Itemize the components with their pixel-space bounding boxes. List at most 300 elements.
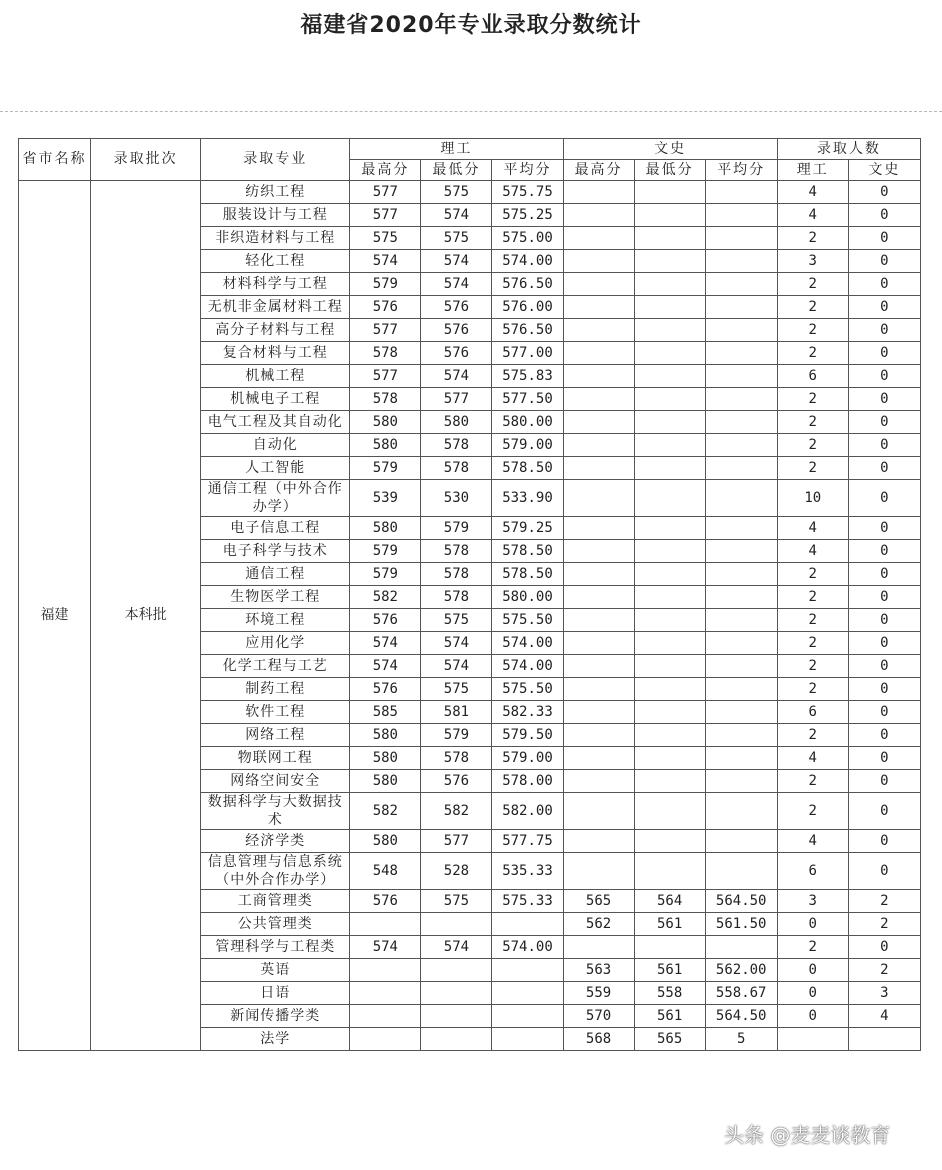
cell-s-avg: 574.00	[492, 632, 563, 655]
cell-a-max	[563, 204, 634, 227]
cell-n-sci: 0	[777, 982, 848, 1005]
cell-a-max: 559	[563, 982, 634, 1005]
cell-s-avg: 579.00	[492, 747, 563, 770]
dashed-divider	[0, 111, 942, 112]
cell-a-avg	[705, 655, 777, 678]
major-cell: 法学	[201, 1028, 350, 1051]
cell-n-arts: 0	[848, 181, 920, 204]
cell-s-avg: 575.33	[492, 890, 563, 913]
cell-n-sci: 2	[777, 655, 848, 678]
cell-s-min	[421, 1005, 492, 1028]
cell-n-arts: 0	[848, 853, 920, 890]
major-cell: 网络工程	[201, 724, 350, 747]
cell-s-avg: 579.00	[492, 434, 563, 457]
cell-a-max	[563, 678, 634, 701]
cell-s-min: 578	[421, 457, 492, 480]
cell-a-avg	[705, 586, 777, 609]
cell-n-arts: 0	[848, 632, 920, 655]
major-cell: 通信工程（中外合作办学）	[201, 480, 350, 517]
major-cell: 数据科学与大数据技术	[201, 793, 350, 830]
major-cell: 物联网工程	[201, 747, 350, 770]
cell-s-min: 576	[421, 296, 492, 319]
cell-s-min: 579	[421, 724, 492, 747]
cell-s-max	[350, 982, 421, 1005]
province-cell: 福建	[19, 181, 91, 1051]
cell-n-arts: 4	[848, 1005, 920, 1028]
cell-n-arts: 0	[848, 678, 920, 701]
cell-a-max	[563, 655, 634, 678]
cell-a-min: 564	[634, 890, 705, 913]
cell-s-min: 576	[421, 770, 492, 793]
cell-n-sci: 2	[777, 457, 848, 480]
cell-s-max: 580	[350, 434, 421, 457]
cell-a-max	[563, 830, 634, 853]
major-cell: 英语	[201, 959, 350, 982]
cell-s-avg: 575.50	[492, 609, 563, 632]
cell-s-avg	[492, 1028, 563, 1051]
cell-a-min	[634, 342, 705, 365]
cell-n-arts: 0	[848, 747, 920, 770]
major-cell: 经济学类	[201, 830, 350, 853]
cell-s-avg: 578.50	[492, 540, 563, 563]
major-cell: 日语	[201, 982, 350, 1005]
cell-a-max	[563, 457, 634, 480]
cell-a-min	[634, 701, 705, 724]
cell-s-min	[421, 1028, 492, 1051]
cell-s-min: 528	[421, 853, 492, 890]
cell-n-arts: 0	[848, 517, 920, 540]
cell-a-max	[563, 250, 634, 273]
cell-a-min	[634, 609, 705, 632]
major-cell: 非织造材料与工程	[201, 227, 350, 250]
cell-a-min	[634, 457, 705, 480]
cell-n-arts: 0	[848, 319, 920, 342]
header-row-top	[19, 139, 921, 160]
cell-a-avg	[705, 563, 777, 586]
cell-n-sci: 0	[777, 1005, 848, 1028]
cell-s-max: 580	[350, 747, 421, 770]
cell-s-avg: 577.00	[492, 342, 563, 365]
header-enroll-arts: 文史	[848, 160, 920, 181]
cell-a-min	[634, 388, 705, 411]
cell-s-max: 576	[350, 609, 421, 632]
cell-a-avg	[705, 204, 777, 227]
major-cell: 应用化学	[201, 632, 350, 655]
major-cell: 自动化	[201, 434, 350, 457]
cell-a-min	[634, 540, 705, 563]
cell-n-sci: 10	[777, 480, 848, 517]
cell-a-min	[634, 678, 705, 701]
cell-s-avg: 576.50	[492, 319, 563, 342]
cell-n-arts: 0	[848, 296, 920, 319]
cell-a-avg	[705, 701, 777, 724]
cell-a-max	[563, 480, 634, 517]
cell-a-max	[563, 724, 634, 747]
cell-a-min	[634, 319, 705, 342]
cell-n-sci: 2	[777, 936, 848, 959]
major-cell: 复合材料与工程	[201, 342, 350, 365]
cell-s-min: 577	[421, 830, 492, 853]
header-major: 录取专业	[201, 139, 350, 181]
major-cell: 材料科学与工程	[201, 273, 350, 296]
cell-a-avg: 562.00	[705, 959, 777, 982]
cell-s-max: 577	[350, 181, 421, 204]
cell-s-max: 585	[350, 701, 421, 724]
cell-a-max	[563, 434, 634, 457]
cell-a-max	[563, 365, 634, 388]
cell-a-avg	[705, 747, 777, 770]
cell-n-arts: 0	[848, 388, 920, 411]
cell-a-min: 558	[634, 982, 705, 1005]
cell-s-min: 582	[421, 793, 492, 830]
cell-n-arts: 0	[848, 586, 920, 609]
cell-n-sci: 2	[777, 296, 848, 319]
cell-a-min: 565	[634, 1028, 705, 1051]
cell-a-max	[563, 540, 634, 563]
header-arts-max: 最高分	[563, 160, 634, 181]
cell-n-sci: 2	[777, 342, 848, 365]
cell-a-max	[563, 563, 634, 586]
cell-a-max	[563, 632, 634, 655]
cell-s-avg: 575.83	[492, 365, 563, 388]
cell-s-min: 574	[421, 365, 492, 388]
cell-s-max: 574	[350, 250, 421, 273]
cell-n-arts: 0	[848, 480, 920, 517]
cell-s-avg: 574.00	[492, 655, 563, 678]
cell-a-min	[634, 655, 705, 678]
cell-n-arts: 0	[848, 770, 920, 793]
cell-a-max	[563, 609, 634, 632]
cell-s-avg: 574.00	[492, 250, 563, 273]
cell-a-max	[563, 273, 634, 296]
major-cell: 环境工程	[201, 609, 350, 632]
cell-n-arts: 0	[848, 434, 920, 457]
cell-s-avg: 575.50	[492, 678, 563, 701]
cell-s-avg: 580.00	[492, 411, 563, 434]
cell-s-max: 579	[350, 540, 421, 563]
cell-a-avg: 561.50	[705, 913, 777, 936]
cell-a-avg	[705, 411, 777, 434]
major-cell: 服装设计与工程	[201, 204, 350, 227]
cell-n-arts: 0	[848, 609, 920, 632]
cell-a-avg: 5	[705, 1028, 777, 1051]
cell-a-max	[563, 227, 634, 250]
cell-a-max	[563, 319, 634, 342]
cell-s-max: 575	[350, 227, 421, 250]
cell-n-arts: 0	[848, 250, 920, 273]
cell-s-max: 580	[350, 411, 421, 434]
cell-a-avg	[705, 388, 777, 411]
cell-n-arts: 0	[848, 273, 920, 296]
cell-a-min: 561	[634, 959, 705, 982]
cell-s-min: 578	[421, 434, 492, 457]
cell-s-min: 574	[421, 273, 492, 296]
major-cell: 高分子材料与工程	[201, 319, 350, 342]
cell-n-arts: 2	[848, 890, 920, 913]
cell-s-avg	[492, 913, 563, 936]
cell-a-min	[634, 365, 705, 388]
cell-s-max: 576	[350, 890, 421, 913]
cell-n-arts: 0	[848, 701, 920, 724]
cell-s-max: 578	[350, 388, 421, 411]
cell-a-min	[634, 632, 705, 655]
table-row	[19, 181, 921, 204]
cell-a-min	[634, 204, 705, 227]
cell-a-avg	[705, 830, 777, 853]
cell-s-avg: 578.50	[492, 457, 563, 480]
cell-a-max	[563, 296, 634, 319]
cell-s-max: 579	[350, 563, 421, 586]
cell-a-min	[634, 936, 705, 959]
cell-a-max	[563, 936, 634, 959]
cell-a-avg	[705, 434, 777, 457]
header-science-avg: 平均分	[492, 160, 563, 181]
cell-a-min	[634, 770, 705, 793]
cell-a-min	[634, 250, 705, 273]
cell-a-min	[634, 434, 705, 457]
cell-n-arts: 0	[848, 204, 920, 227]
cell-n-sci: 3	[777, 890, 848, 913]
cell-s-max: 579	[350, 273, 421, 296]
cell-s-max: 539	[350, 480, 421, 517]
cell-n-sci: 2	[777, 227, 848, 250]
cell-s-min: 574	[421, 655, 492, 678]
cell-a-avg	[705, 319, 777, 342]
cell-s-max	[350, 1005, 421, 1028]
cell-n-arts: 0	[848, 540, 920, 563]
cell-n-arts: 0	[848, 936, 920, 959]
cell-s-avg: 576.00	[492, 296, 563, 319]
cell-s-min: 578	[421, 747, 492, 770]
cell-s-avg: 580.00	[492, 586, 563, 609]
major-cell: 纺织工程	[201, 181, 350, 204]
cell-a-max: 568	[563, 1028, 634, 1051]
major-cell: 机械电子工程	[201, 388, 350, 411]
major-cell: 电子信息工程	[201, 517, 350, 540]
cell-s-max: 574	[350, 632, 421, 655]
cell-n-sci: 3	[777, 250, 848, 273]
cell-a-max	[563, 411, 634, 434]
cell-s-min: 530	[421, 480, 492, 517]
cell-s-max: 576	[350, 296, 421, 319]
cell-a-avg	[705, 678, 777, 701]
cell-s-min: 575	[421, 678, 492, 701]
cell-a-avg	[705, 853, 777, 890]
major-cell: 新闻传播学类	[201, 1005, 350, 1028]
cell-s-min: 574	[421, 936, 492, 959]
cell-n-sci: 6	[777, 701, 848, 724]
cell-n-sci: 0	[777, 913, 848, 936]
cell-s-min: 574	[421, 632, 492, 655]
major-cell: 电气工程及其自动化	[201, 411, 350, 434]
cell-s-avg: 579.50	[492, 724, 563, 747]
cell-s-min: 575	[421, 890, 492, 913]
cell-s-min: 576	[421, 319, 492, 342]
watermark: 头条 @麦麦谈教育	[724, 1123, 891, 1147]
cell-n-sci: 2	[777, 411, 848, 434]
cell-s-max: 580	[350, 830, 421, 853]
major-cell: 电子科学与技术	[201, 540, 350, 563]
major-cell: 机械工程	[201, 365, 350, 388]
major-cell: 公共管理类	[201, 913, 350, 936]
cell-s-min: 574	[421, 204, 492, 227]
cell-n-arts: 0	[848, 655, 920, 678]
cell-n-sci: 2	[777, 273, 848, 296]
cell-a-avg	[705, 517, 777, 540]
cell-n-arts: 0	[848, 724, 920, 747]
cell-s-min	[421, 982, 492, 1005]
cell-s-avg: 575.75	[492, 181, 563, 204]
header-batch: 录取批次	[91, 139, 201, 181]
cell-s-avg: 533.90	[492, 480, 563, 517]
header-arts: 文史	[563, 139, 777, 160]
cell-a-avg	[705, 632, 777, 655]
cell-n-sci: 4	[777, 747, 848, 770]
cell-n-arts: 2	[848, 913, 920, 936]
cell-s-avg: 575.25	[492, 204, 563, 227]
cell-s-max: 574	[350, 655, 421, 678]
cell-a-min	[634, 793, 705, 830]
cell-s-min: 577	[421, 388, 492, 411]
cell-s-min: 578	[421, 540, 492, 563]
header-enroll: 录取人数	[777, 139, 920, 160]
cell-s-max: 580	[350, 724, 421, 747]
cell-a-avg	[705, 724, 777, 747]
cell-s-max: 580	[350, 517, 421, 540]
cell-s-max: 582	[350, 586, 421, 609]
cell-s-min: 574	[421, 250, 492, 273]
cell-n-sci: 2	[777, 388, 848, 411]
cell-a-avg	[705, 273, 777, 296]
cell-a-min: 561	[634, 1005, 705, 1028]
cell-n-sci: 2	[777, 793, 848, 830]
cell-s-avg: 578.00	[492, 770, 563, 793]
cell-n-sci: 4	[777, 517, 848, 540]
cell-n-sci	[777, 1028, 848, 1051]
cell-s-max: 574	[350, 936, 421, 959]
cell-a-avg	[705, 250, 777, 273]
cell-n-sci: 2	[777, 770, 848, 793]
cell-a-avg	[705, 227, 777, 250]
cell-n-sci: 2	[777, 632, 848, 655]
header-arts-avg: 平均分	[705, 160, 777, 181]
cell-n-sci: 6	[777, 853, 848, 890]
cell-a-min	[634, 296, 705, 319]
cell-a-min	[634, 411, 705, 434]
cell-a-avg	[705, 793, 777, 830]
cell-s-avg	[492, 959, 563, 982]
cell-n-sci: 4	[777, 540, 848, 563]
cell-n-sci: 4	[777, 204, 848, 227]
cell-s-max	[350, 1028, 421, 1051]
major-cell: 无机非金属材料工程	[201, 296, 350, 319]
cell-s-avg: 578.50	[492, 563, 563, 586]
major-cell: 通信工程	[201, 563, 350, 586]
cell-s-max: 580	[350, 770, 421, 793]
cell-a-max: 562	[563, 913, 634, 936]
cell-n-arts	[848, 1028, 920, 1051]
cell-s-min	[421, 959, 492, 982]
cell-a-min	[634, 724, 705, 747]
major-cell: 软件工程	[201, 701, 350, 724]
major-cell: 工商管理类	[201, 890, 350, 913]
major-cell: 生物医学工程	[201, 586, 350, 609]
cell-s-max: 577	[350, 204, 421, 227]
cell-a-avg	[705, 936, 777, 959]
major-cell: 网络空间安全	[201, 770, 350, 793]
cell-a-min	[634, 181, 705, 204]
cell-s-min: 575	[421, 181, 492, 204]
cell-a-min	[634, 830, 705, 853]
cell-a-max	[563, 747, 634, 770]
cell-s-min: 576	[421, 342, 492, 365]
major-cell: 信息管理与信息系统（中外合作办学）	[201, 853, 350, 890]
cell-a-min	[634, 227, 705, 250]
cell-n-sci: 4	[777, 830, 848, 853]
cell-s-max: 576	[350, 678, 421, 701]
cell-a-max: 565	[563, 890, 634, 913]
cell-a-max	[563, 770, 634, 793]
cell-n-arts: 0	[848, 563, 920, 586]
batch-cell: 本科批	[91, 181, 201, 1051]
cell-a-min: 561	[634, 913, 705, 936]
cell-a-max	[563, 853, 634, 890]
cell-a-max	[563, 342, 634, 365]
cell-a-avg	[705, 181, 777, 204]
cell-s-avg: 535.33	[492, 853, 563, 890]
major-cell: 轻化工程	[201, 250, 350, 273]
cell-s-min: 581	[421, 701, 492, 724]
cell-a-min	[634, 586, 705, 609]
cell-a-max	[563, 517, 634, 540]
cell-n-arts: 0	[848, 365, 920, 388]
major-cell: 制药工程	[201, 678, 350, 701]
cell-a-avg	[705, 365, 777, 388]
cell-s-avg: 575.00	[492, 227, 563, 250]
cell-n-arts: 0	[848, 227, 920, 250]
cell-n-arts: 0	[848, 411, 920, 434]
cell-a-max	[563, 388, 634, 411]
cell-s-max	[350, 913, 421, 936]
cell-s-min: 575	[421, 227, 492, 250]
cell-n-sci: 0	[777, 959, 848, 982]
header-enroll-science: 理工	[777, 160, 848, 181]
page-title: 福建省2020年专业录取分数统计	[300, 13, 642, 38]
cell-a-max	[563, 181, 634, 204]
cell-n-sci: 2	[777, 609, 848, 632]
cell-n-sci: 2	[777, 678, 848, 701]
cell-n-sci: 2	[777, 724, 848, 747]
cell-n-sci: 6	[777, 365, 848, 388]
major-cell: 化学工程与工艺	[201, 655, 350, 678]
cell-s-min: 579	[421, 517, 492, 540]
major-cell: 管理科学与工程类	[201, 936, 350, 959]
cell-n-arts: 3	[848, 982, 920, 1005]
cell-s-max: 578	[350, 342, 421, 365]
cell-a-avg: 558.67	[705, 982, 777, 1005]
cell-a-avg	[705, 609, 777, 632]
cell-s-avg	[492, 1005, 563, 1028]
cell-s-max: 548	[350, 853, 421, 890]
cell-a-min	[634, 480, 705, 517]
cell-s-max: 582	[350, 793, 421, 830]
cell-a-avg: 564.50	[705, 890, 777, 913]
cell-a-max: 570	[563, 1005, 634, 1028]
cell-a-avg	[705, 342, 777, 365]
header-science-min: 最低分	[421, 160, 492, 181]
cell-n-sci: 2	[777, 434, 848, 457]
cell-n-sci: 4	[777, 181, 848, 204]
